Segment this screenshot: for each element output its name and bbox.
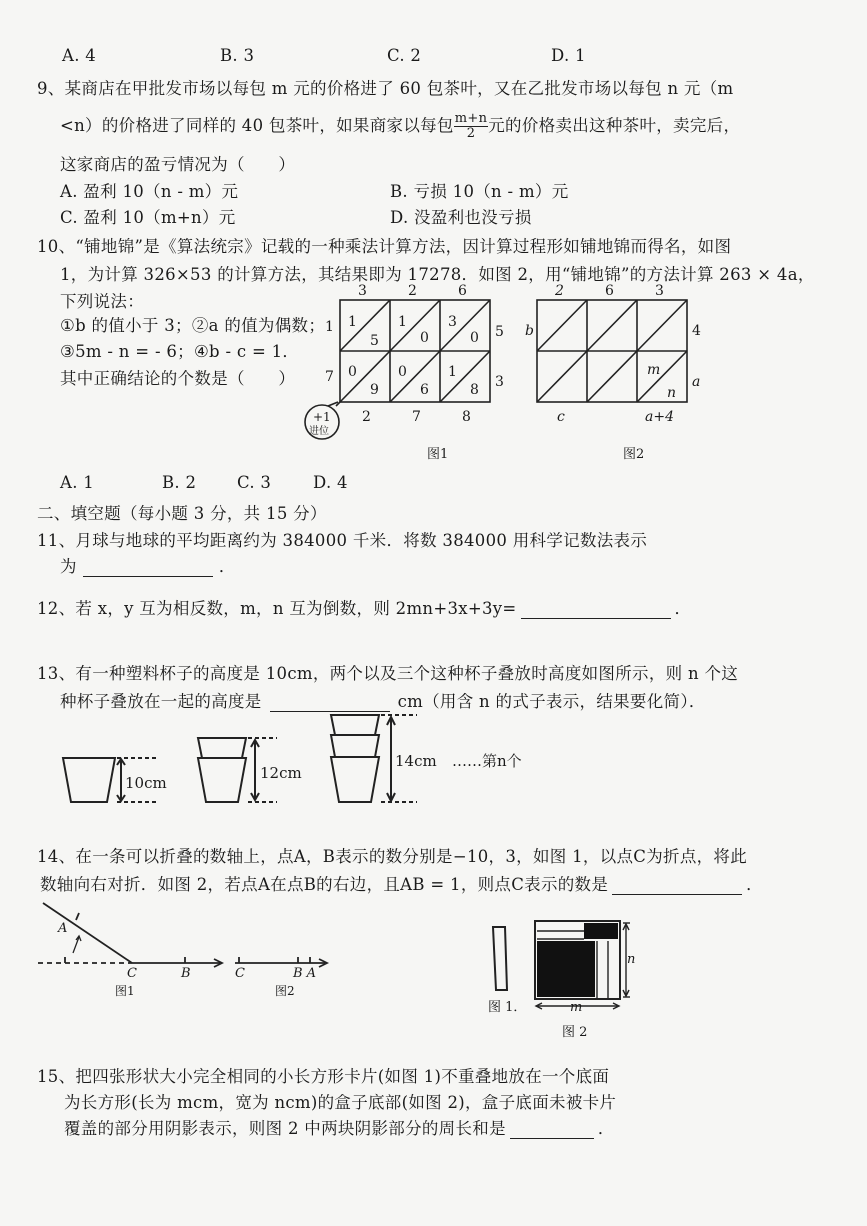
q14-label-c: C — [127, 966, 137, 981]
q14-fig2-label-c: C — [235, 966, 245, 981]
q10-line3: 下列说法： — [60, 292, 144, 311]
q15-caption-2: 图 2 — [562, 1025, 588, 1040]
q15-caption-1: 图 1． — [488, 1000, 527, 1015]
q14-line1: 14、在一条可以折叠的数轴上，点A，B表示的数分别是−10，3，如图 1，以点C为折点，将此 — [37, 847, 748, 866]
q14-fig2-label-ba: B A — [293, 966, 317, 981]
q11-end: ． — [218, 557, 236, 576]
q13-cups-figure — [55, 705, 575, 815]
fig1-left-1: 1 — [325, 319, 334, 335]
section-heading: 二、填空题（每小题 3 分，共 15 分） — [37, 504, 327, 523]
q14-line2 — [40, 871, 763, 895]
q9-line3: 这家商店的盈亏情况为（ ） — [60, 155, 296, 174]
fig1-cell: 1 — [448, 364, 457, 380]
q14-caption-1: 图1 — [115, 984, 135, 998]
q10-option-a: A. 1 — [60, 473, 95, 492]
q9-option-c: C. 盈利 10（m+n）元 — [60, 208, 236, 227]
q13-line2-start: 种杯子叠放在一起的高度是 — [60, 692, 262, 711]
q11-answer-blank[interactable] — [83, 558, 213, 577]
q14-end: ． — [746, 875, 763, 894]
q8-option-b: B. 3 — [220, 46, 255, 65]
q9-option-d: D. 没盈利也没亏损 — [390, 208, 532, 227]
q9-frac-num: m+n — [454, 111, 488, 126]
q14-number-line-figure — [35, 895, 375, 1005]
fig1-cell: 3 — [448, 314, 457, 330]
fig1-cell: 1 — [398, 314, 407, 330]
q9-fraction — [454, 112, 489, 141]
fig1-cell: 0 — [420, 330, 429, 346]
q10-figure2 — [525, 280, 705, 470]
q13-nth-label: ……第n个 — [452, 752, 522, 770]
fig1-caption: 图1 — [427, 447, 449, 462]
q10-option-b: B. 2 — [162, 473, 197, 492]
fig1-cell: 0 — [470, 330, 479, 346]
q10-figure1 — [300, 280, 520, 470]
q12-end: ． — [674, 599, 692, 618]
q15-label-m: m — [570, 1000, 583, 1015]
fig2-caption: 图2 — [623, 447, 645, 462]
q10-line2: 1，为计算 326×53 的计算方法，其结果即为 17278．如图 2，用“铺地锦”的方法计算 263 × 4a， — [60, 265, 815, 284]
q10-option-c: C. 3 — [237, 473, 272, 492]
q10-statement1: ①b 的值小于 3；②a 的值为偶数； — [60, 316, 326, 335]
fig1-top-2: 2 — [408, 283, 417, 299]
fig1-bottom-8: 8 — [462, 409, 471, 425]
fig2-top-6: 6 — [605, 283, 614, 299]
fig2-right-a: a — [692, 374, 701, 390]
q8-option-d: D. 1 — [551, 46, 586, 65]
q9-line2-start: <n）的价格进了同样的 40 包茶叶，如果商家以每包 — [60, 116, 454, 135]
fig2-right-4: 4 — [692, 323, 701, 339]
q10-line1: 10、“铺地锦”是《算法统宗》记载的一种乘法计算方法，因计算过程形如铺地锦而得名，如图 — [37, 237, 732, 256]
q15-card-figure — [480, 915, 650, 1045]
q9-option-a: A. 盈利 10（n - m）元 — [60, 182, 239, 201]
q9-line2-end: 元的价格卖出这种茶叶，卖完后， — [488, 116, 741, 135]
fig1-carry-plus: +1 — [313, 410, 331, 424]
q14-label-a: A — [58, 921, 68, 936]
q12-answer-blank[interactable] — [521, 600, 671, 619]
fig1-cell: 9 — [370, 382, 379, 398]
q14-line2-text: 数轴向右对折．如图 2，若点A在点B的右边，且AB = 1，则点C表示的数是 — [40, 875, 609, 894]
q13-height-1: 10cm — [125, 774, 167, 792]
q11-line1: 11、月球与地球的平均距离约为 384000 千米．将数 384000 用科学记数法表示 — [37, 531, 648, 550]
fig1-bottom-2: 2 — [362, 409, 371, 425]
q13-height-2: 12cm — [260, 764, 302, 782]
fig1-carry-label: 进位 — [309, 426, 329, 437]
q10-statement3: 其中正确结论的个数是（ ） — [60, 369, 296, 388]
q10-statement2: ③5m - n = - 6；④b - c = 1． — [60, 342, 300, 361]
q15-line3 — [64, 1115, 615, 1139]
fig2-left-b: b — [525, 323, 534, 339]
q14-answer-blank[interactable] — [612, 876, 742, 895]
fig2-bottom-c: c — [557, 409, 565, 425]
q12-line — [37, 595, 691, 619]
q15-label-n: n — [627, 952, 636, 967]
fig1-cell: 0 — [348, 364, 357, 380]
q14-label-b: B — [181, 966, 191, 981]
fig1-left-7: 7 — [325, 369, 334, 385]
q9-line1: 9、某商店在甲批发市场以每包 m 元的价格进了 60 包茶叶，又在乙批发市场以每包 n 元（m — [37, 79, 734, 98]
q15-end: ． — [597, 1119, 615, 1138]
fig1-cell: 0 — [398, 364, 407, 380]
fig2-top-2: 2 — [555, 283, 564, 299]
q8-option-c: C. 2 — [387, 46, 422, 65]
q15-line2: 为长方形(长为 mcm，宽为 ncm)的盒子底部(如图 2)，盒子底面未被卡片 — [64, 1093, 617, 1112]
fig1-right-3: 3 — [495, 374, 504, 390]
q11-line2 — [60, 553, 236, 577]
fig2-top-3: 3 — [655, 283, 664, 299]
fig1-right-5: 5 — [495, 324, 504, 340]
q9-option-b: B. 亏损 10（n - m）元 — [390, 182, 569, 201]
q15-answer-blank[interactable] — [510, 1120, 594, 1139]
fig1-cell: 5 — [370, 333, 379, 349]
q13-line1: 13、有一种塑料杯子的高度是 10cm，两个以及三个这种杯子叠放时高度如图所示，则 n 个这 — [37, 664, 739, 683]
q12-text: 12、若 x，y 互为相反数，m，n 互为倒数，则 2mn+3x+3y= — [37, 599, 517, 618]
q13-line2-end: cm（用含 n 的式子表示，结果要化简）． — [397, 692, 706, 711]
q13-height-3: 14cm — [395, 752, 437, 770]
fig1-top-3: 3 — [358, 283, 367, 299]
fig1-cell: 6 — [420, 382, 429, 398]
q14-caption-2: 图2 — [275, 984, 295, 998]
fig2-cell-m: m — [647, 362, 661, 378]
fig1-bottom-7: 7 — [412, 409, 421, 425]
fig1-top-6: 6 — [458, 283, 467, 299]
fig2-bottom-a4: a+4 — [645, 409, 674, 425]
fig1-cell: 8 — [470, 382, 479, 398]
q9-line2 — [60, 112, 740, 141]
q10-option-d: D. 4 — [313, 473, 348, 492]
fig2-cell-n: n — [667, 385, 677, 401]
q15-line3-text: 覆盖的部分用阴影表示，则图 2 中两块阴影部分的周长和是 — [64, 1119, 506, 1138]
q9-frac-den: 2 — [466, 126, 476, 141]
fig1-cell: 1 — [348, 314, 357, 330]
q11-prefix: 为 — [60, 557, 77, 576]
q15-line1: 15、把四张形状大小完全相同的小长方形卡片(如图 1)不重叠地放在一个底面 — [37, 1067, 610, 1086]
q8-option-a: A. 4 — [62, 46, 97, 65]
